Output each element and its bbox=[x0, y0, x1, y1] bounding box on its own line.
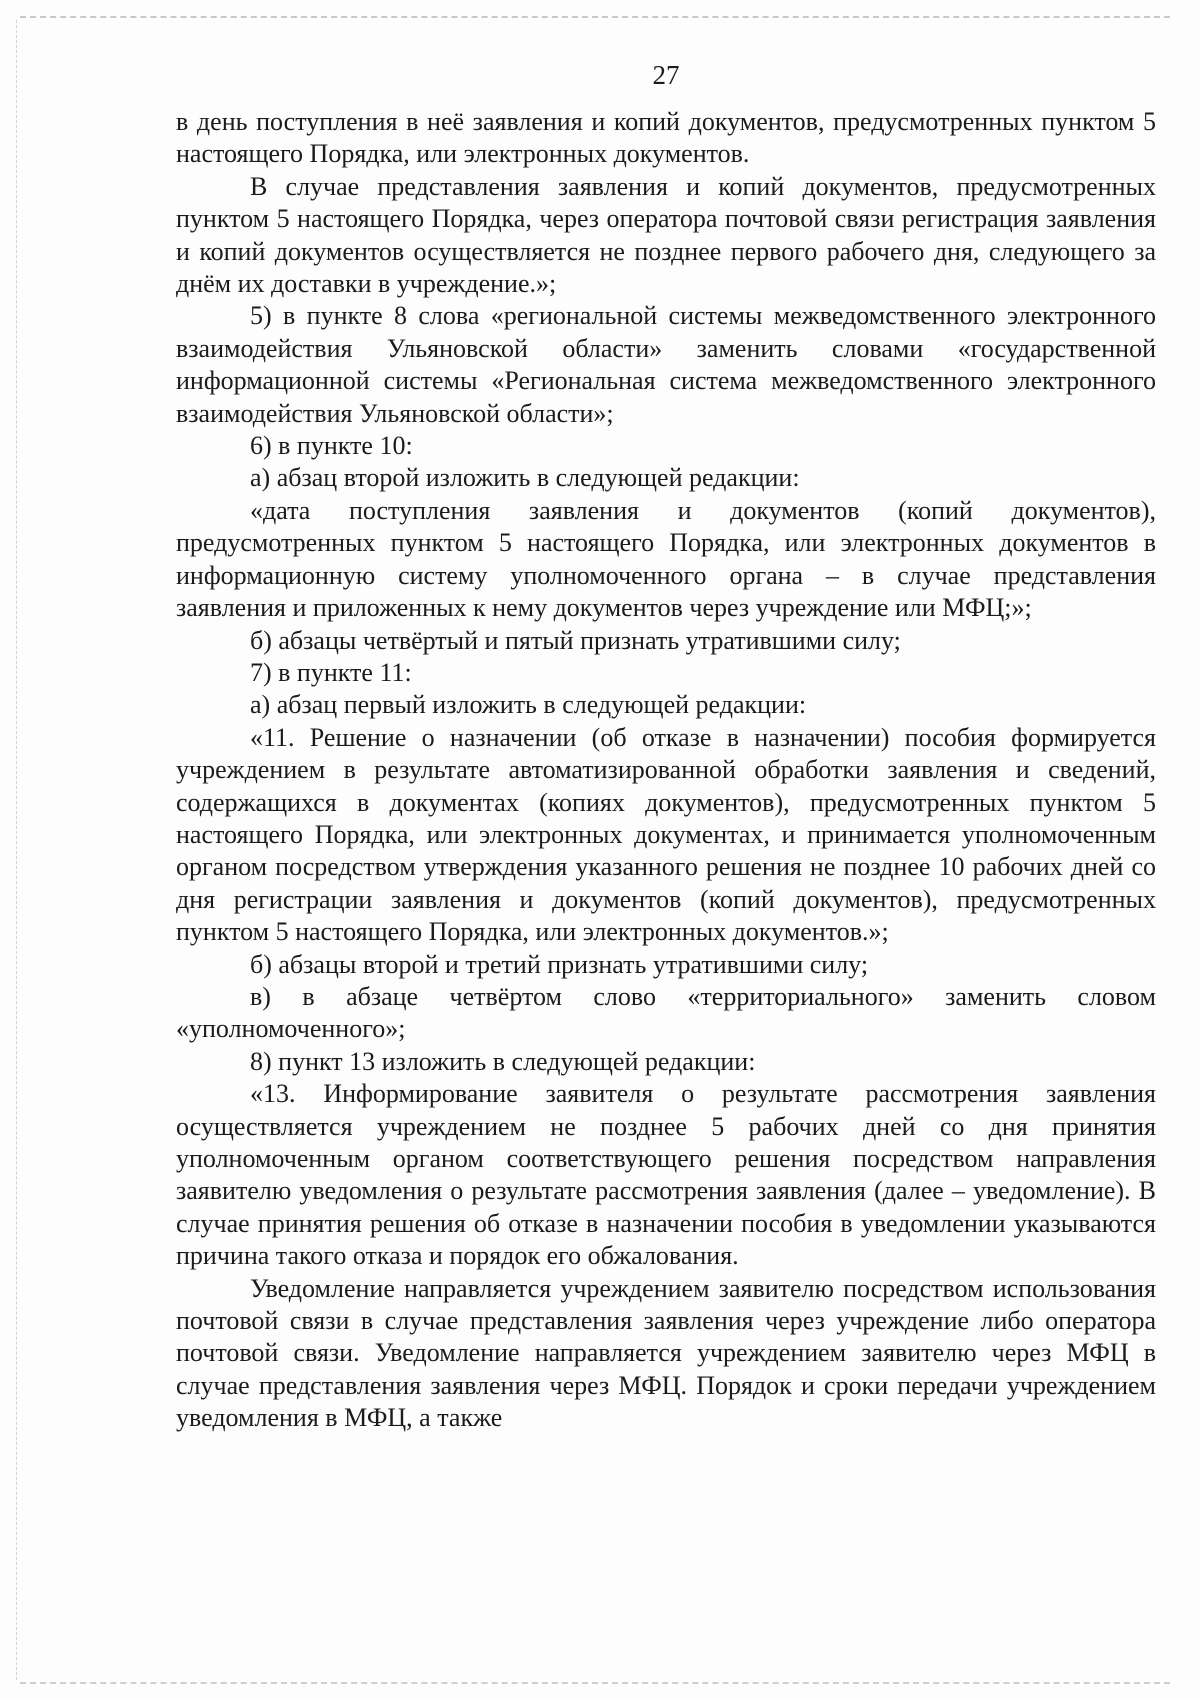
paragraph: 5) в пункте 8 слова «региональной системы межведомственного электронного взаимодействия Ульяновской области» заменить словами «государственной информационной системы «Региональная система межведомственного электронного взаимодействия Ульяновской области»; bbox=[176, 301, 1156, 428]
paragraph: в день поступления в неё заявления и копий документов, предусмотренных пунктом 5 настоящего Порядка, или электронных документов. bbox=[176, 107, 1156, 169]
paragraph: 6) в пункте 10: bbox=[250, 431, 413, 461]
scan-edge-bottom bbox=[20, 1682, 1170, 1684]
document-body bbox=[176, 106, 1156, 1435]
paragraph: в) в абзаце четвёртом слово «территориального» заменить словом «уполномоченного»; bbox=[176, 981, 1156, 1044]
page-number: 27 bbox=[652, 60, 680, 90]
paragraph: «13. Информирование заявителя о результате рассмотрения заявления осуществляется учреждением не позднее 5 рабочих дней со дня принятия уполномоченным органом соответствующего решения посредством направления заявителю уведомления о результате рассмотрения заявления (далее – уведомление). В случае принятия решения об отказе в назначении пособия в уведомлении указываются причина такого отказа и порядок его обжалования. bbox=[176, 1079, 1156, 1271]
scan-edge-left bbox=[16, 20, 17, 1680]
paragraph: В случае представления заявления и копий документов, предусмотренных пунктом 5 настоящего Порядка, через оператора почтовой связи регистрация заявления и копий документов осуществляется не позднее первого рабочего дня, следующего за днём их доставки в учреждение.»; bbox=[176, 171, 1156, 299]
paragraph: б) абзацы четвёртый и пятый признать утратившими силу; bbox=[250, 625, 901, 655]
paragraph: а) абзац первый изложить в следующей редакции: bbox=[250, 690, 807, 720]
paragraph: Уведомление направляется учреждением заявителю посредством использования почтовой связи в случае представления заявления через учреждение либо оператора почтовой связи. Уведомление направляется учреждением заявителю через МФЦ в случае представления заявления через МФЦ. Порядок и сроки передачи учреждением уведомления в МФЦ, а также bbox=[176, 1273, 1156, 1433]
paragraph: 7) в пункте 11: bbox=[250, 657, 412, 687]
paragraph: 8) пункт 13 изложить в следующей редакции: bbox=[250, 1046, 756, 1076]
paragraph: «дата поступления заявления и документов (копий документов), предусмотренных пунктом 5 настоящего Порядка, или электронных документов в информационную систему уполномоченного органа – в случае представления заявления и приложенных к нему документов через учреждение или МФЦ;»; bbox=[176, 495, 1156, 623]
paragraph: «11. Решение о назначении (об отказе в назначении) пособия формируется учреждением в результате автоматизированной обработки заявления и сведений, содержащихся в документах (копиях документов), предусмотренных пунктом 5 настоящего Порядка, или электронных документах, и принимается уполномоченным органом посредством утверждения указанного решения не позднее 10 рабочих дней со дня регистрации заявления и документов (копий документов), предусмотренных пунктом 5 настоящего Порядка, или электронных документов.»; bbox=[176, 722, 1156, 947]
scan-edge-top bbox=[20, 16, 1170, 18]
paragraph: а) абзац второй изложить в следующей редакции: bbox=[250, 463, 800, 493]
paragraph: б) абзацы второй и третий признать утратившими силу; bbox=[250, 949, 869, 979]
